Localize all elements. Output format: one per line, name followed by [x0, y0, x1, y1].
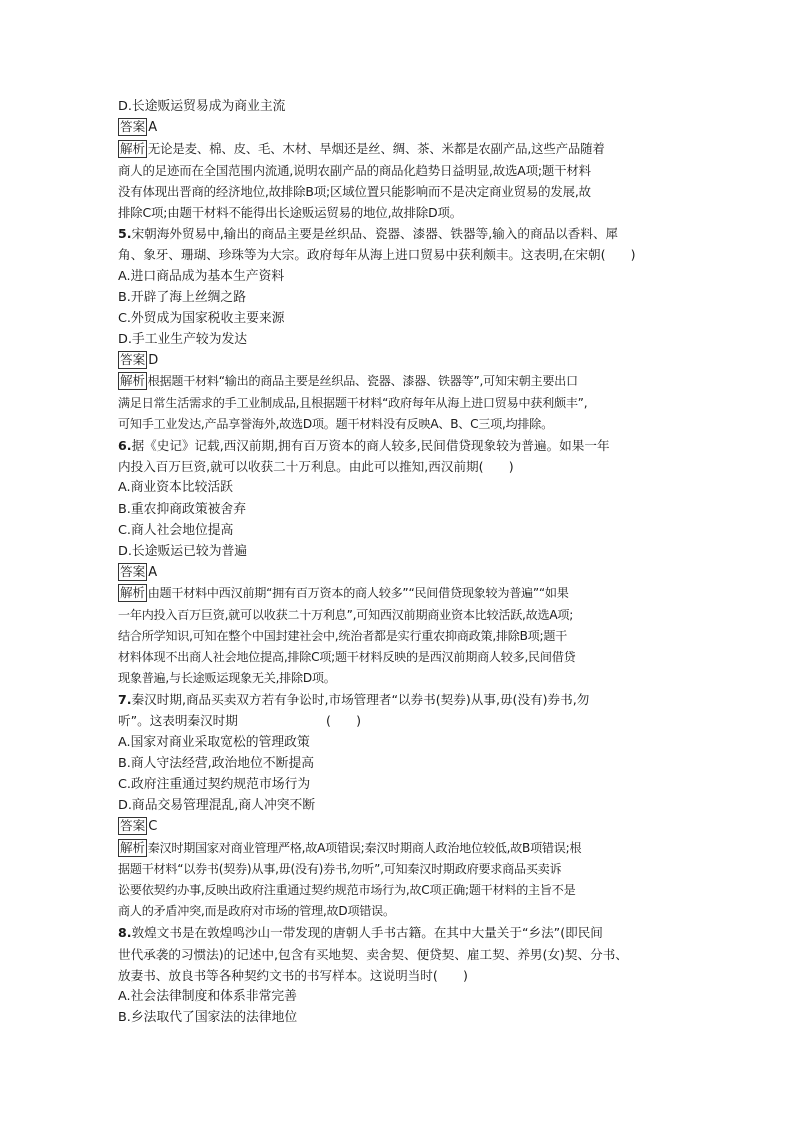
q6-number: 6.	[118, 438, 132, 453]
q5-option-d: D.手工业生产较为发达	[118, 332, 248, 348]
q7-option-d: D.商品交易管理混乱,商人冲突不断	[118, 798, 316, 814]
explain-tag: 解析	[120, 373, 145, 389]
q4-explain-line: 解析 无论是麦、棉、皮、毛、木材、旱烟还是丝、绸、茶、米都是农副产品,这些产品随着	[120, 141, 605, 157]
q7-explain-line: 商人的矛盾冲突,而是政府对市场的管理,故D项错误。	[118, 904, 395, 919]
q5-option-a: A.进口商品成为基本生产资料	[118, 268, 285, 284]
answer-tag: 答案	[120, 564, 146, 580]
worksheet-page	[118, 96, 686, 1028]
q5-stem-line: 5.宋朝海外贸易中,输出的商品主要是丝织品、瓷器、漆器、铁器等,输入的商品以香料、犀	[118, 226, 619, 242]
q8-stem-line: 放妻书、放良书等各种契约文书的书写样本。这说明当时( )	[118, 967, 468, 983]
q7-explain-line: 解析 秦汉时期国家对商业管理严格,故A项错误;秦汉时期商人政治地位较低,故B项错误;根	[120, 839, 582, 855]
q7-answer: C	[148, 819, 158, 835]
q6-explain-line: 结合所学知识,可知在整个中国封建社会中,统治者都是实行重农抑商政策,排除B项;题干	[118, 628, 568, 643]
q7-option-b: B.商人守法经营,政治地位不断提高	[118, 755, 315, 771]
answer-tag: 答案	[120, 352, 146, 368]
q8-number: 8.	[118, 925, 132, 941]
q5-explain-line: 满足日常生活需求的手工业制成品,且根据题干材料“政府每年从海上进口贸易中获利颇丰”,	[118, 395, 588, 410]
explain-tag: 解析	[120, 839, 145, 855]
q7-answer-row	[118, 816, 686, 837]
q7-number: 7.	[118, 692, 132, 708]
answer-tag: 答案	[120, 119, 146, 135]
q6-explain-line: 现象普遍,与长途贩运现象无关,排除D项。	[118, 671, 336, 686]
q7-stem-line: 7.秦汉时期,商品买卖双方若有争讼时,市场管理者“以券书(契券)从事,毋(没有)券书,勿	[118, 692, 590, 708]
q6-explain-line: 材料体现不出商人社会地位提高,排除C项;题干材料反映的是西汉前期商人较多,民间借贷	[118, 649, 576, 664]
q6-stem-line: 内投入百万巨资,就可以收获二十万利息。由此可以推知,西汉前期( )	[118, 459, 514, 475]
q4-explain-line: 商人的足迹而在全国范围内流通,说明农副产品的商品化趋势日益明显,故选A项;题干材料	[118, 162, 591, 178]
q7-explain-line: 讼要依契约办事,反映出政府注重通过契约规范市场行为,故C项正确;题干材料的主旨不是	[118, 882, 576, 897]
q6-option-b: B.重农抑商政策被舍弃	[118, 501, 247, 517]
q6-explain-line: 一年内投入百万巨资,就可以收获二十万利息”,可知西汉前期商业资本比较活跃,故选A项;	[118, 607, 574, 622]
q5-explain-line: 解析 根据题干材料“输出的商品主要是丝织品、瓷器、漆器、铁器等”,可知宋朝主要出口	[120, 373, 578, 389]
q5-option-b: B.开辟了海上丝绸之路	[118, 289, 247, 305]
q6-answer-row	[118, 562, 686, 583]
q4-explain-line: 没有体现出晋商的经济地位,故排除B项;区域位置只能影响而不是决定商业贸易的发展,故	[118, 183, 591, 199]
q7-option-a: A.国家对商业采取宽松的管理政策	[118, 734, 310, 750]
q4-answer: A	[148, 120, 158, 136]
q5-answer: D	[148, 353, 159, 369]
q8-option-a: A.社会法律制度和体系非常完善	[118, 988, 297, 1004]
q8-stem-line: 8.敦煌文书是在敦煌鸣沙山一带发现的唐朝人手书古籍。在其中大量关于“乡法”(即民间	[118, 925, 603, 941]
q5-option-c: C.外贸成为国家税收主要来源	[118, 310, 285, 326]
q4-explain-line: 排除C项;由题干材料不能得出长途贩运贸易的地位,故排除D项。	[118, 204, 462, 220]
q5-number: 5.	[118, 226, 132, 242]
q6-stem-line: 6.据《史记》记载,西汉前期,拥有百万资本的商人较多,民间借贷现象较为普遍。如果一年	[118, 438, 610, 453]
q8-option-b: B.乡法取代了国家法的法律地位	[118, 1010, 298, 1026]
q7-stem-line: 听”。这表明秦汉时期 ( )	[118, 713, 362, 729]
q5-stem-line: 角、象牙、珊瑚、珍珠等为大宗。政府每年从海上进口贸易中获利颇丰。这表明,在宋朝( )	[118, 247, 636, 263]
q6-option-c: C.商人社会地位提高	[118, 522, 234, 538]
q4-option-d: D.长途贩运贸易成为商业主流	[118, 99, 286, 114]
q6-option-d: D.长途贩运已较为普遍	[118, 543, 248, 559]
q8-stem-line: 世代承袭的习惯法)的记述中,包含有买地契、卖舍契、便贷契、雇工契、养男(女)契、分书、	[118, 946, 628, 962]
q6-explain-line: 解析 由题干材料中西汉前期“拥有百万资本的商人较多”“民间借贷现象较为普遍”“如果	[120, 585, 569, 601]
answer-tag: 答案	[120, 818, 146, 834]
q5-answer-row	[118, 350, 686, 371]
q5-explain-line: 可知手工业发达,产品享誉海外,故选D项。题干材料没有反映A、B、C三项,均排除。	[118, 416, 553, 431]
q7-explain-line: 据题干材料“以券书(契券)从事,毋(没有)券书,勿听”,可知秦汉时期政府要求商品买卖诉	[118, 861, 562, 876]
explain-tag: 解析	[120, 141, 145, 157]
q6-option-a: A.商业资本比较活跃	[118, 480, 233, 496]
explain-tag: 解析	[120, 585, 145, 601]
q4-answer-row	[118, 117, 686, 138]
q7-option-c: C.政府注重通过契约规范市场行为	[118, 777, 311, 792]
q6-answer: A	[148, 565, 158, 581]
